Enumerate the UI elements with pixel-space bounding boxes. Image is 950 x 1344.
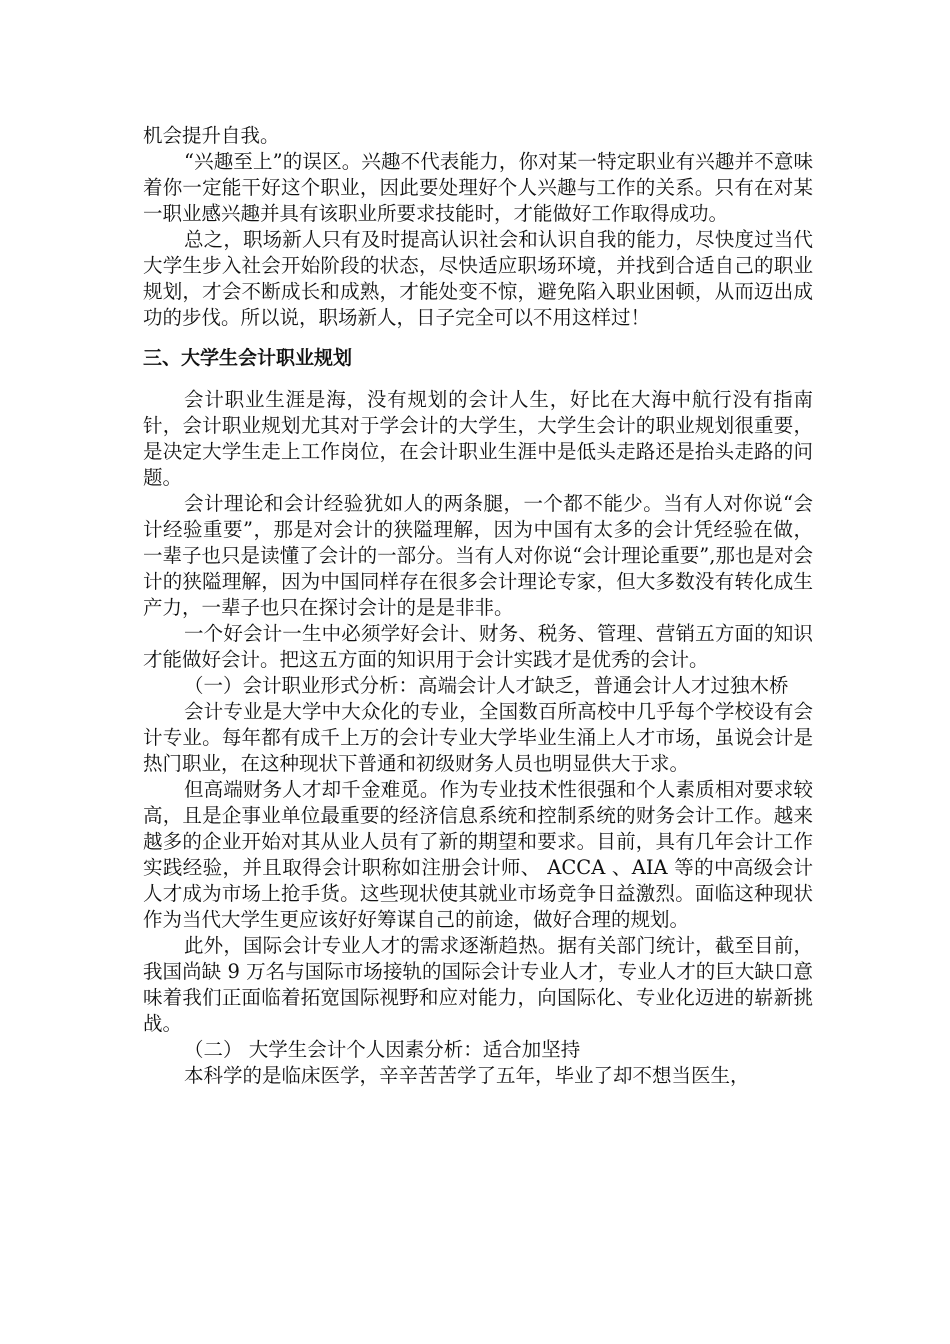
- subsection-heading: （一）会计职业形式分析：高端会计人才缺乏，普通会计人才过独木桥: [184, 674, 789, 697]
- paragraph: 此外，国际会计专业人才的需求逐渐趋热。据有关部门统计，截至目前，我国尚缺 9 万名与国际市场接轨的国际会计专业人才，专业人才的巨大缺口意味着我们正面临着拓宽国际视野和应对能力，向国际化、专业化迈进的崭新挑战。: [143, 934, 813, 1035]
- subsection-heading: （二） 大学生会计个人因素分析：适合加坚持: [184, 1038, 581, 1061]
- document-page: [143, 123, 813, 1089]
- paragraph: 机会提升自我。: [143, 124, 280, 147]
- paragraph: 会计职业生涯是海，没有规划的会计人生，好比在大海中航行没有指南针，会计职业规划尤其对于学会计的大学生，大学生会计的职业规划很重要，是决定大学生走上工作岗位，在会计职业生涯中是低头走路还是抬头走路的问题。: [143, 388, 813, 489]
- paragraph: 本科学的是临床医学，辛辛苦苦学了五年，毕业了却不想当医生，: [184, 1064, 750, 1087]
- paragraph: 会计专业是大学中大众化的专业，全国数百所高校中几乎每个学校设有会计专业。每年都有成千上万的会计专业大学毕业生涌上人才市场，虽说会计是热门职业，在这种现状下普通和初级财务人员也明显供大于求。: [143, 700, 813, 775]
- paragraph: 一个好会计一生中必须学好会计、财务、税务、管理、营销五方面的知识才能做好会计。把这五方面的知识用于会计实践才是优秀的会计。: [143, 622, 813, 671]
- section-heading: 三、大学生会计职业规划: [143, 347, 353, 369]
- paragraph: 会计理论和会计经验犹如人的两条腿，一个都不能少。当有人对你说“会计经验重要”，那是对会计的狭隘理解，因为中国有太多的会计凭经验在做，一辈子也只是读懂了会计的一部分。当有人对你说“会计理论重要”,那也是对会计的狭隘理解，因为中国同样存在很多会计理论专家，但大多数没有转化成生产力，一辈子也只在探讨会计的是是非非。: [143, 492, 813, 619]
- paragraph: 总之，职场新人只有及时提高认识社会和认识自我的能力，尽快度过当代大学生步入社会开始阶段的状态，尽快适应职场环境，并找到合适自己的职业规划，才会不断成长和成熟，才能处变不惊，避免陷入职业困顿，从而迈出成功的步伐。所以说，职场新人，日子完全可以不用这样过！: [143, 228, 813, 329]
- paragraph: 但高端财务人才却千金难觅。作为专业技术性很强和个人素质相对要求较高，且是企事业单位最重要的经济信息系统和控制系统的财务会计工作。越来越多的企业开始对其从业人员有了新的期望和要求。目前，具有几年会计工作实践经验，并且取得会计职称如注册会计师、 ACCA 、AIA 等的中高级会计人才成为市场上抢手货。这些现状使其就业市场竞争日益激烈。面临这种现状作为当代大学生更应该好好筹谋自己的前途，做好合理的规划。: [143, 778, 813, 931]
- paragraph: “兴趣至上”的误区。兴趣不代表能力，你对某一特定职业有兴趣并不意味着你一定能干好这个职业，因此要处理好个人兴趣与工作的关系。只有在对某一职业感兴趣并具有该职业所要求技能时，才能做好工作取得成功。: [143, 150, 813, 225]
